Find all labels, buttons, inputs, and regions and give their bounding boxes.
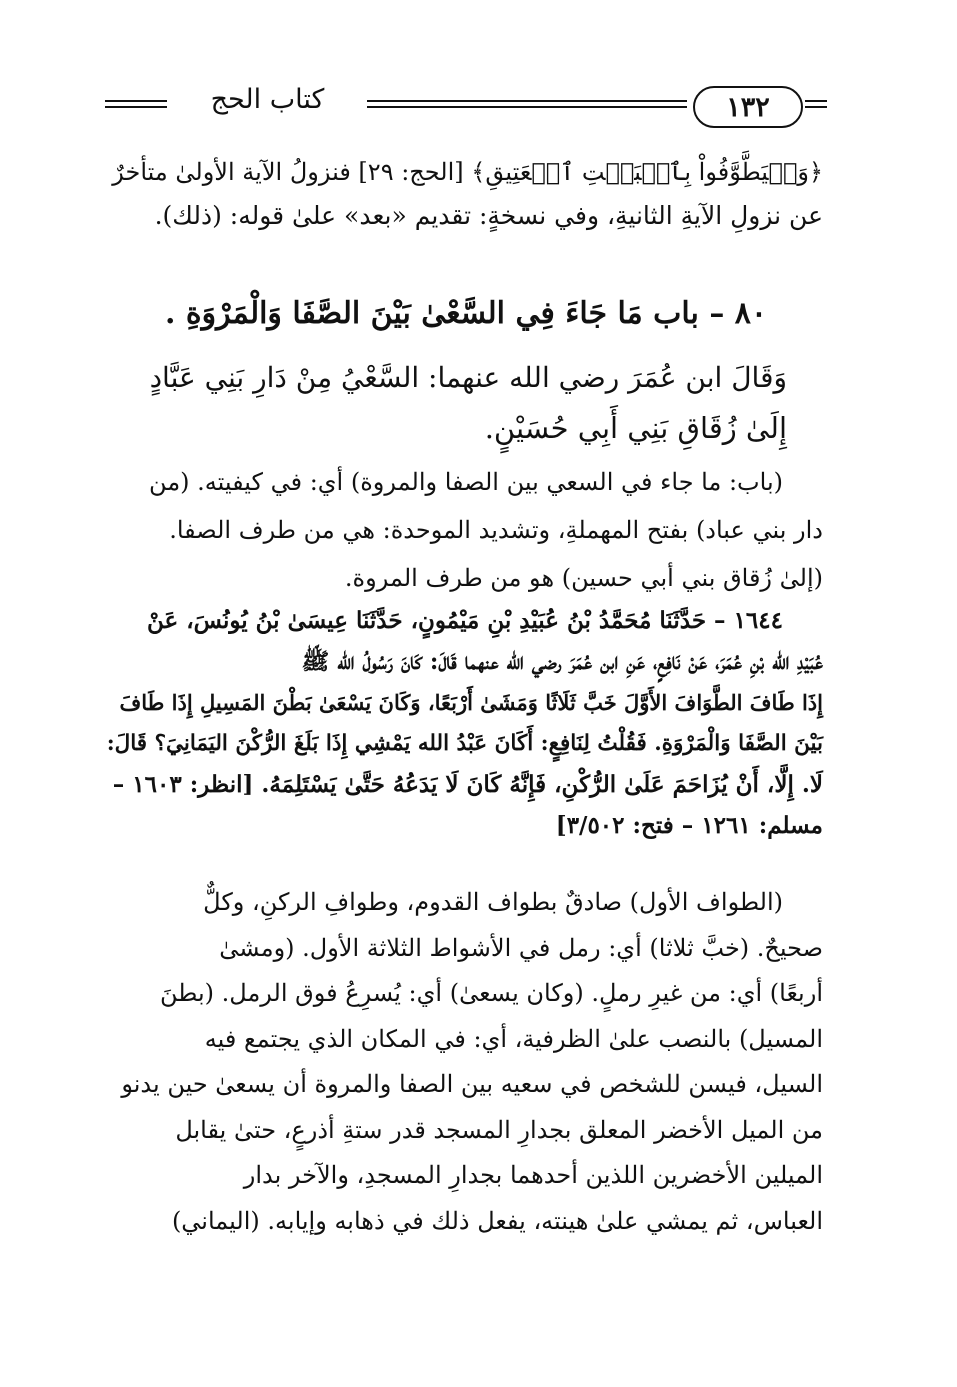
text-line: لَا. إِلَّا، أَنْ يُزَاحَمَ عَلَىٰ الرُّكْنِ، فَإِنَّهُ كَانَ لَا يَدَعُهُ حَتَّىٰ يَسْتَلِمَهُ. [انظر: ١٦٠٣ – bbox=[112, 771, 823, 798]
text-line: دار بني عباد) بفتح المهملةِ، وتشديد الموحدة: هي من طرف الصفا. bbox=[169, 516, 823, 544]
page-header bbox=[105, 82, 825, 132]
text-line: (باب: ما جاء في السعي بين الصفا والمروة) أي: في كيفيته. (من bbox=[149, 468, 783, 496]
running-title: كتاب الحج bbox=[210, 84, 325, 115]
text-line: ﴿وَلۡيَطَّوَّفُواْ بِٱلۡبَيۡتِ ٱلۡعَتِيقِ﴾ [الحج: ٢٩] فنزولُ الآية الأولىٰ متأخرٌ bbox=[112, 158, 823, 186]
commentary-paragraph-2 bbox=[105, 880, 823, 1244]
text-line: السيل، فيسن للشخص في سعيه بين الصفا والمروة أن يسعىٰ حين يدنو bbox=[121, 1070, 823, 1098]
text-line: صحيحٌ. (خبَّ ثلاثا) أي: رمل في الأشواط الثلاثة الأول. (ومشىٰ bbox=[219, 933, 823, 962]
chapter-heading: ٨٠ – باب مَا جَاءَ فِي السَّعْىٰ بَيْنَ الصَّفَا وَالْمَرْوَةِ . bbox=[164, 296, 767, 331]
text-line: ١٦٤٤ – حَدَّثَنَا مُحَمَّدُ بْنُ عُبَيْدِ بْنِ مَيْمُونٍ، حَدَّثَنَا عِيسَىٰ بْنُ يُونُسَ، عَنْ bbox=[146, 607, 783, 634]
text-line: إِذَا طَافَ الطَّوَافَ الأَوَّلَ خَبَّ ثَلَاثًا وَمَشَىٰ أَرْبَعًا، وَكَانَ يَسْعَىٰ بَطْنَ المَسِيلِ إِذَا طَافَ bbox=[119, 690, 823, 715]
text-line: (إلىٰ زُقاق بني أبي حسين) هو من طرف المروة. bbox=[344, 564, 823, 592]
header-rule-middle bbox=[367, 100, 687, 108]
text-line: الميلين الأخضرين اللذين أحدهما بجدارِ المسجدِ، والآخر بدار bbox=[243, 1161, 823, 1189]
text-line: إِلَىٰ زُقَاقِ بَنِي أَبِي حُسَيْنٍ. bbox=[484, 411, 787, 445]
intro-paragraph bbox=[105, 150, 823, 238]
text-line: بَيْنَ الصَّفَا وَالْمَرْوَةِ. فَقُلْتُ لِنَافِعٍ: أَكَانَ عَبْدُ الله يَمْشِي إِذَا بَلَغَ الرُّكْنَ اليَمَانِيَ؟ قَالَ: bbox=[106, 731, 823, 756]
commentary-paragraph-1 bbox=[105, 458, 823, 602]
text-line: من الميل الأخضر المعلق بجدارِ المسجد قدر ستةِ أذرعٍ، حتىٰ يقابل bbox=[175, 1115, 823, 1144]
text-line: أربعًا) أي: من غيرِ رملٍ. (وكان يسعىٰ) أي: يُسرِعُ فوق الرمل. (بطنَ bbox=[160, 979, 823, 1007]
text-line: مسلم: ١٢٦١ – فتح: ٣/٥٠٢] bbox=[555, 812, 823, 839]
text-line: العباس، ثم يمشي علىٰ هينته، يفعل ذلك في ذهابه وإيابه. (اليماني) bbox=[171, 1206, 823, 1235]
text-line: (الطواف الأول) صادقٌ بطواف القدوم، وطوافِ الركنِ، وكلٌّ bbox=[203, 888, 783, 916]
header-rule-left bbox=[105, 100, 167, 108]
text-line: عُبَيْدِ الله بْنِ عُمَرَ، عَنْ نَافِعٍ، عَنِ ابن عُمَرَ رضي الله عنهما قَالَ: كَانَ رَسُولُ الله ﷺ bbox=[301, 648, 823, 675]
hadith-paragraph bbox=[105, 600, 823, 846]
text-line: عن نزولِ الآيةِ الثانيةِ، وفي نسخةٍ: تقديم «بعد» علىٰ قوله: (ذلك). bbox=[154, 201, 823, 230]
text-line: المسيل) بالنصب علىٰ الظرفية، أي: في المكان الذي يجتمع فيه bbox=[204, 1024, 823, 1053]
text-line: وَقَالَ ابن عُمَرَ رضي الله عنهما: السَّعْيُ مِنْ دَارِ بَنِي عَبَّادٍ bbox=[149, 361, 787, 394]
hadith-intro-paragraph bbox=[147, 352, 787, 454]
header-rule-right bbox=[805, 100, 827, 108]
page-number: ١٣٢ bbox=[693, 86, 803, 128]
